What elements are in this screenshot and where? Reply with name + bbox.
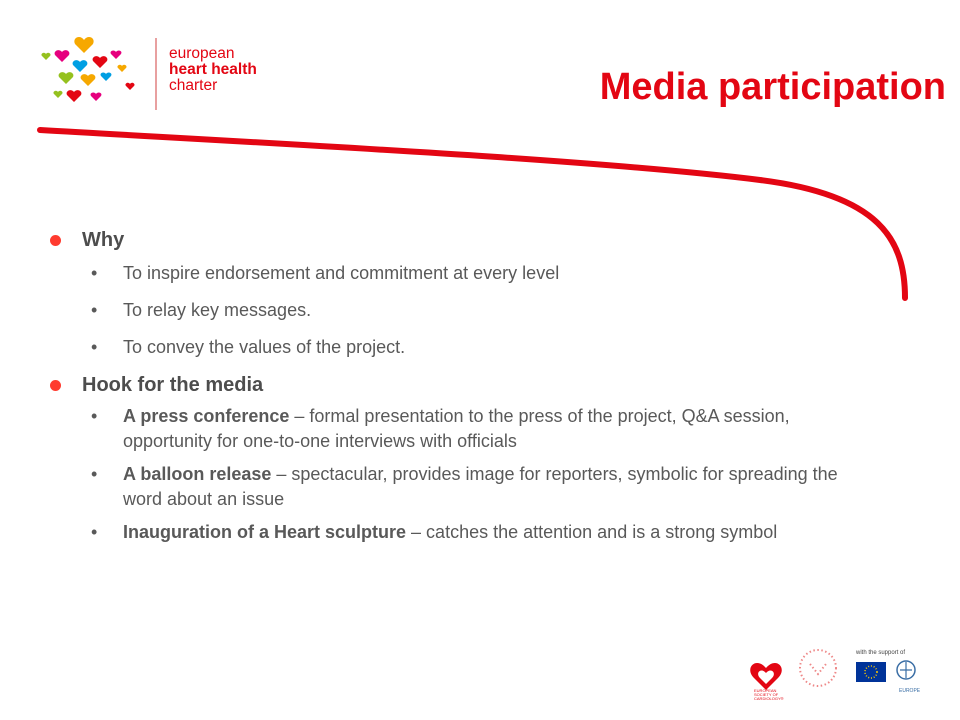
bullet-icon: • <box>91 337 98 357</box>
who-label: EUROPE <box>899 688 921 694</box>
esc-line-2: SOCIETY OF <box>754 692 779 697</box>
list-item <box>48 404 868 454</box>
bullet-dot-icon <box>50 380 61 391</box>
dotted-emblem-icon <box>800 650 836 686</box>
partner-logos <box>750 640 930 700</box>
page-title: Media participation <box>599 66 946 108</box>
bullet-dot-icon <box>50 235 61 246</box>
footer-logos <box>750 640 930 700</box>
bullet-icon: • <box>91 300 98 320</box>
who-emblem-icon <box>897 661 921 694</box>
esc-heart-icon <box>750 663 783 700</box>
bullet-icon: • <box>91 464 98 484</box>
list-item <box>48 298 868 323</box>
section-heading-hook <box>48 370 868 400</box>
bullet-icon: • <box>91 406 98 426</box>
list-item-text: – catches the attention and is a strong symbol <box>406 522 778 542</box>
list-item-text: – formal presentation to the press of the project, Q&A session, opportunity for one-to-one interviews with officials <box>123 406 790 451</box>
bullet-icon: • <box>91 522 98 542</box>
logo-line-2: heart health <box>169 61 257 78</box>
section-heading-text: Hook for the media <box>82 374 264 396</box>
list-item-text: – spectacular, provides image for reporters, symbolic for spreading the word about an issue <box>123 464 838 509</box>
logo-line-1: european <box>169 45 235 62</box>
list-item <box>48 520 868 545</box>
list-item-text: To inspire endorsement and commitment at every level <box>123 263 560 283</box>
list-item-bold: A press conference <box>123 406 290 426</box>
list-item-bold: A balloon release <box>123 464 272 484</box>
list-item-text: To relay key messages. <box>123 300 312 320</box>
list-item <box>48 261 868 286</box>
list-item-text: To convey the values of the project. <box>123 337 406 357</box>
list-item <box>48 335 868 360</box>
logo-line-3: charter <box>169 77 218 94</box>
esc-line-3: CARDIOLOGY® <box>754 696 784 700</box>
section-heading-text: Why <box>82 229 125 251</box>
bullet-icon: • <box>91 263 98 283</box>
section-heading-why <box>48 225 868 255</box>
list-item-bold: Inauguration of a Heart sculpture <box>123 522 407 542</box>
support-text: with the support of <box>856 650 906 656</box>
eu-flag-icon <box>856 662 886 682</box>
esc-line-1: EUROPEAN <box>754 688 777 693</box>
slide-body <box>48 225 868 545</box>
list-item <box>48 462 868 512</box>
